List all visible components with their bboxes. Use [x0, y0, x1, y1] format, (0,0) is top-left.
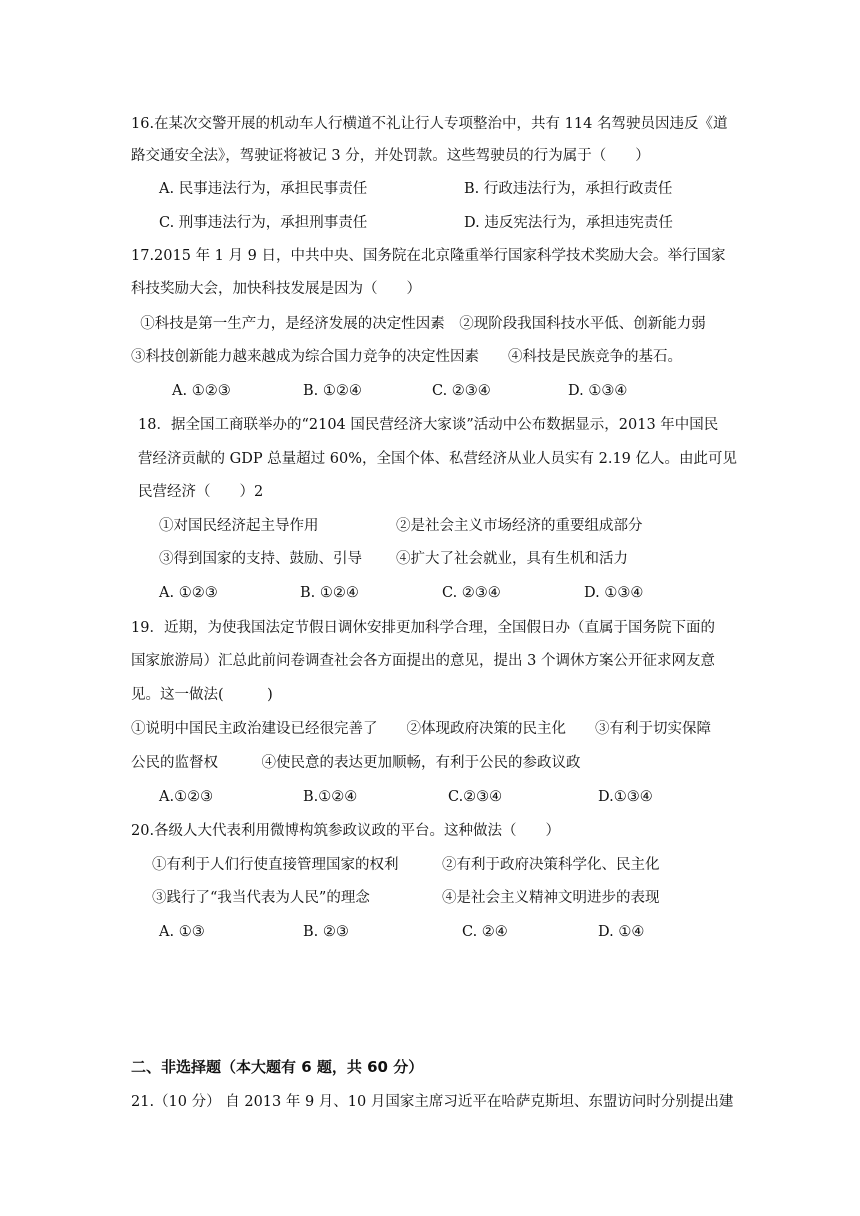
q19-option-b: B.①②④ — [303, 789, 358, 805]
q18-option-c: C. ②③④ — [442, 585, 501, 601]
q17-statement-1-2: ①科技是第一生产力，是经济发展的决定性因素 ②现阶段我国科技水平低、创新能力弱 — [131, 316, 706, 332]
q16-line-1: 16.在某次交警开展的机动车人行横道不礼让行人专项整治中，共有 114 名驾驶员因违反《道 — [131, 116, 728, 132]
section-2-heading: 二、非选择题（本大题有 6 题，共 60 分） — [131, 1058, 424, 1076]
q16-option-a: A. 民事违法行为，承担民事责任 — [159, 181, 368, 197]
q20-line-1: 20.各级人大代表利用微博构筑参政议政的平台。这种做法（ ） — [131, 823, 561, 839]
q19-option-d: D.①③④ — [598, 789, 653, 805]
q19-statements-line-1: ①说明中国民主政治建设已经很完善了 ②体现政府决策的民主化 ③有利于切实保障 — [131, 721, 711, 737]
q20-statement-4: ④是社会主义精神文明进步的表现 — [442, 890, 660, 906]
q18-option-a: A. ①②③ — [159, 585, 218, 601]
q18-option-d: D. ①③④ — [584, 585, 644, 601]
q19-option-a: A.①②③ — [159, 789, 214, 805]
q18-line-3: 民营经济（ ）2 — [138, 484, 264, 500]
q17-statement-3-4: ③科技创新能力越来越成为综合国力竞争的决定性因素 ④科技是民族竞争的基石。 — [131, 349, 682, 365]
q21-line-1: 21.（10 分） 自 2013 年 9 月、10 月国家主席习近平在哈萨克斯坦、东盟访问时分别提出建 — [131, 1094, 734, 1110]
q20-option-c: C. ②④ — [462, 924, 508, 940]
q18-statement-2: ②是社会主义市场经济的重要组成部分 — [396, 518, 643, 534]
q19-line-2: 国家旅游局）汇总此前问卷调查社会各方面提出的意见，提出 3 个调休方案公开征求网友意 — [131, 653, 715, 669]
q17-line-1: 17.2015 年 1 月 9 日，中共中央、国务院在北京隆重举行国家科学技术奖励大会。举行国家 — [131, 248, 726, 264]
q17-option-d: D. ①③④ — [568, 383, 628, 399]
q20-statement-3: ③践行了“我当代表为人民”的理念 — [152, 890, 370, 906]
q18-option-b: B. ①②④ — [300, 585, 359, 601]
q18-statement-4: ④扩大了社会就业，具有生机和活力 — [396, 551, 628, 567]
q17-option-b: B. ①②④ — [303, 383, 362, 399]
q16-line-2: 路交通安全法》，驾驶证将被记 3 分，并处罚款。这些驾驶员的行为属于（ ） — [131, 148, 650, 164]
q20-statement-2: ②有利于政府决策科学化、民主化 — [442, 857, 660, 873]
q19-statements-line-2: 公民的监督权 ④使民意的表达更加顺畅，有利于公民的参政议政 — [131, 755, 581, 771]
q17-option-a: A. ①②③ — [172, 383, 231, 399]
q17-option-c: C. ②③④ — [432, 383, 491, 399]
q19-option-c: C.②③④ — [448, 789, 503, 805]
q16-option-d: D. 违反宪法行为，承担违宪责任 — [464, 215, 673, 231]
q19-line-1: 19．近期，为使我国法定节假日调休安排更加科学合理，全国假日办（直属于国务院下面的 — [131, 620, 715, 636]
q16-option-b: B. 行政违法行为，承担行政责任 — [464, 181, 673, 197]
q17-line-2: 科技奖励大会，加快科技发展是因为（ ） — [131, 281, 421, 297]
q18-statement-3: ③得到国家的支持、鼓励、引导 — [159, 551, 362, 567]
q20-option-b: B. ②③ — [303, 924, 349, 940]
q20-option-a: A. ①③ — [159, 924, 205, 940]
q18-line-2: 营经济贡献的 GDP 总量超过 60%，全国个体、私营经济从业人员实有 2.19 亿人。由此可见 — [138, 451, 738, 467]
q18-line-1: 18．据全国工商联举办的“2104 国民营经济大家谈”活动中公布数据显示，2013 年中国民 — [138, 417, 719, 433]
q20-statement-1: ①有利于人们行使直接管理国家的权利 — [152, 857, 399, 873]
q18-statement-1: ①对国民经济起主导作用 — [159, 518, 319, 534]
q16-option-c: C. 刑事违法行为，承担刑事责任 — [159, 215, 368, 231]
q19-line-3: 见。这一做法( ) — [131, 687, 273, 703]
q20-option-d: D. ①④ — [598, 924, 645, 940]
